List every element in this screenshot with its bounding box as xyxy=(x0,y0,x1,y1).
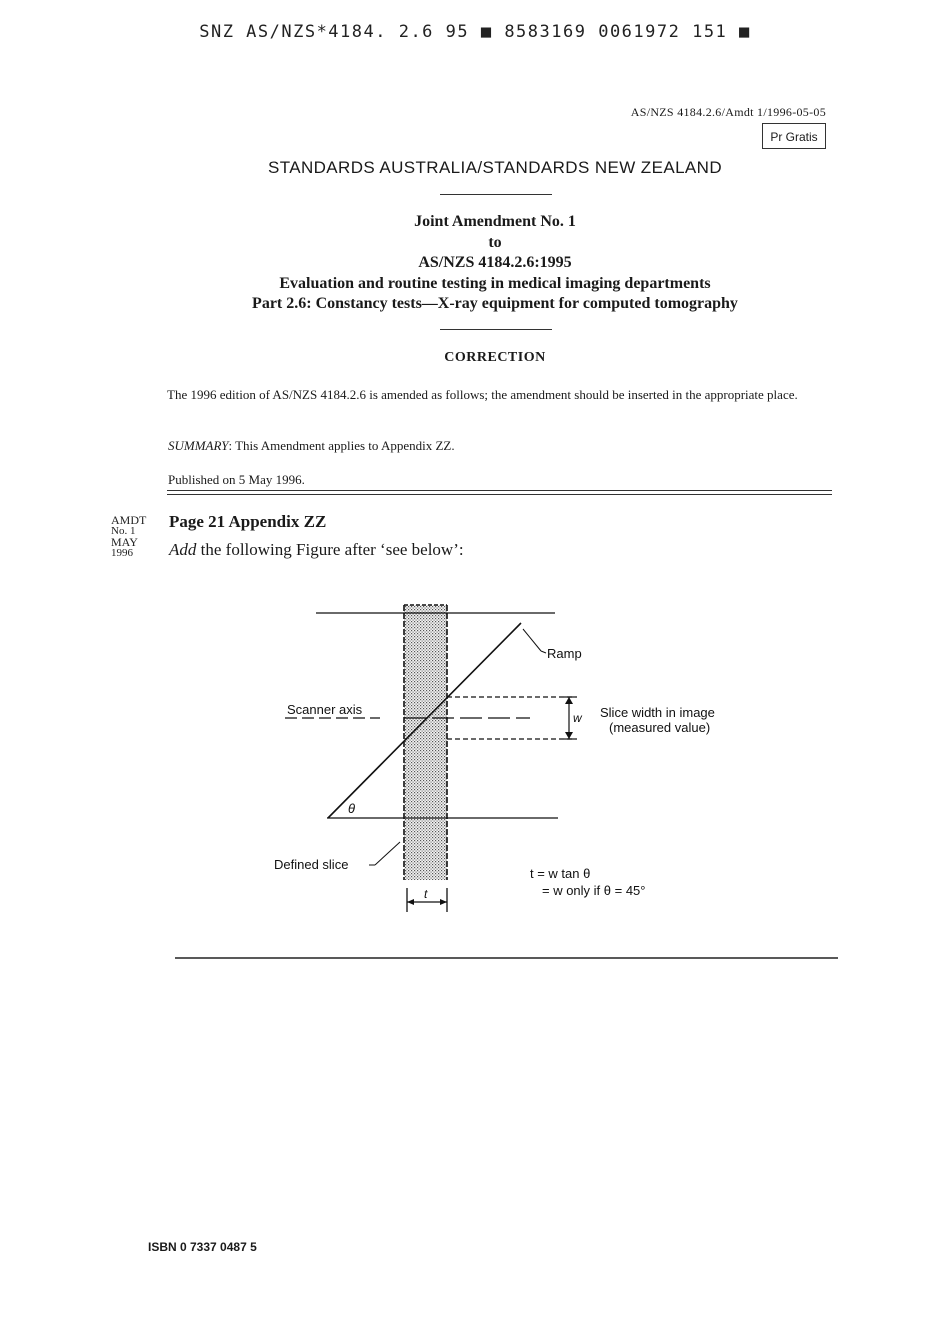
isbn: ISBN 0 7337 0487 5 xyxy=(148,1240,257,1254)
t-symbol: t xyxy=(424,887,428,901)
w-symbol: w xyxy=(573,711,582,725)
price-box: Pr Gratis xyxy=(762,123,826,149)
ramp-leader xyxy=(523,629,541,651)
title-standard-name: Evaluation and routine testing in medical imaging departments xyxy=(279,274,711,292)
formula-line-1: t = w tan θ xyxy=(530,866,591,881)
margin-amdt: AMDT xyxy=(111,513,147,527)
scan-header: SNZ AS/NZS*4184. 2.6 95 ■ 8583169 0061972 151 ■ xyxy=(199,22,751,42)
intro-paragraph: The 1996 edition of AS/NZS 4184.2.6 is amended as follows; the amendment should be inserted in the appropriate place. xyxy=(167,387,798,402)
published-date: Published on 5 May 1996. xyxy=(168,472,305,487)
organization-heading: STANDARDS AUSTRALIA/STANDARDS NEW ZEALAND xyxy=(267,158,723,177)
margin-month: MAY xyxy=(111,535,138,549)
ramp-label: Ramp xyxy=(547,646,582,661)
formula-line-2: = w only if θ = 45° xyxy=(542,883,646,898)
margin-number: No. 1 xyxy=(111,525,136,537)
defined-slice-column xyxy=(404,605,447,880)
amendment-reference: AS/NZS 4184.2.6/Amdt 1/1996-05-05 xyxy=(630,105,826,119)
defined-slice-leader xyxy=(375,842,400,865)
theta-symbol: θ xyxy=(348,801,356,816)
title-standard-number: AS/NZS 4184.2.6:1995 xyxy=(418,254,572,271)
instruction-verb: Add xyxy=(169,540,197,559)
scanner-axis-label: Scanner axis xyxy=(287,702,363,717)
page-reference: Page 21 Appendix ZZ xyxy=(169,512,327,531)
measured-value-label: (measured value) xyxy=(609,720,711,735)
slice-width-label: Slice width in image xyxy=(600,705,715,720)
defined-slice-label: Defined slice xyxy=(274,857,349,872)
summary-label: SUMMARY xyxy=(168,438,229,453)
title-to: to xyxy=(488,233,502,251)
title-part: Part 2.6: Constancy tests—X-ray equipment for computed tomography xyxy=(252,295,738,312)
summary-text: : This Amendment applies to Appendix ZZ. xyxy=(228,438,455,453)
margin-year: 1996 xyxy=(111,547,133,559)
correction-heading: CORRECTION xyxy=(444,350,546,365)
title-amendment: Joint Amendment No. 1 xyxy=(414,213,576,230)
instruction-text: the following Figure after ‘see below’: xyxy=(196,540,464,559)
